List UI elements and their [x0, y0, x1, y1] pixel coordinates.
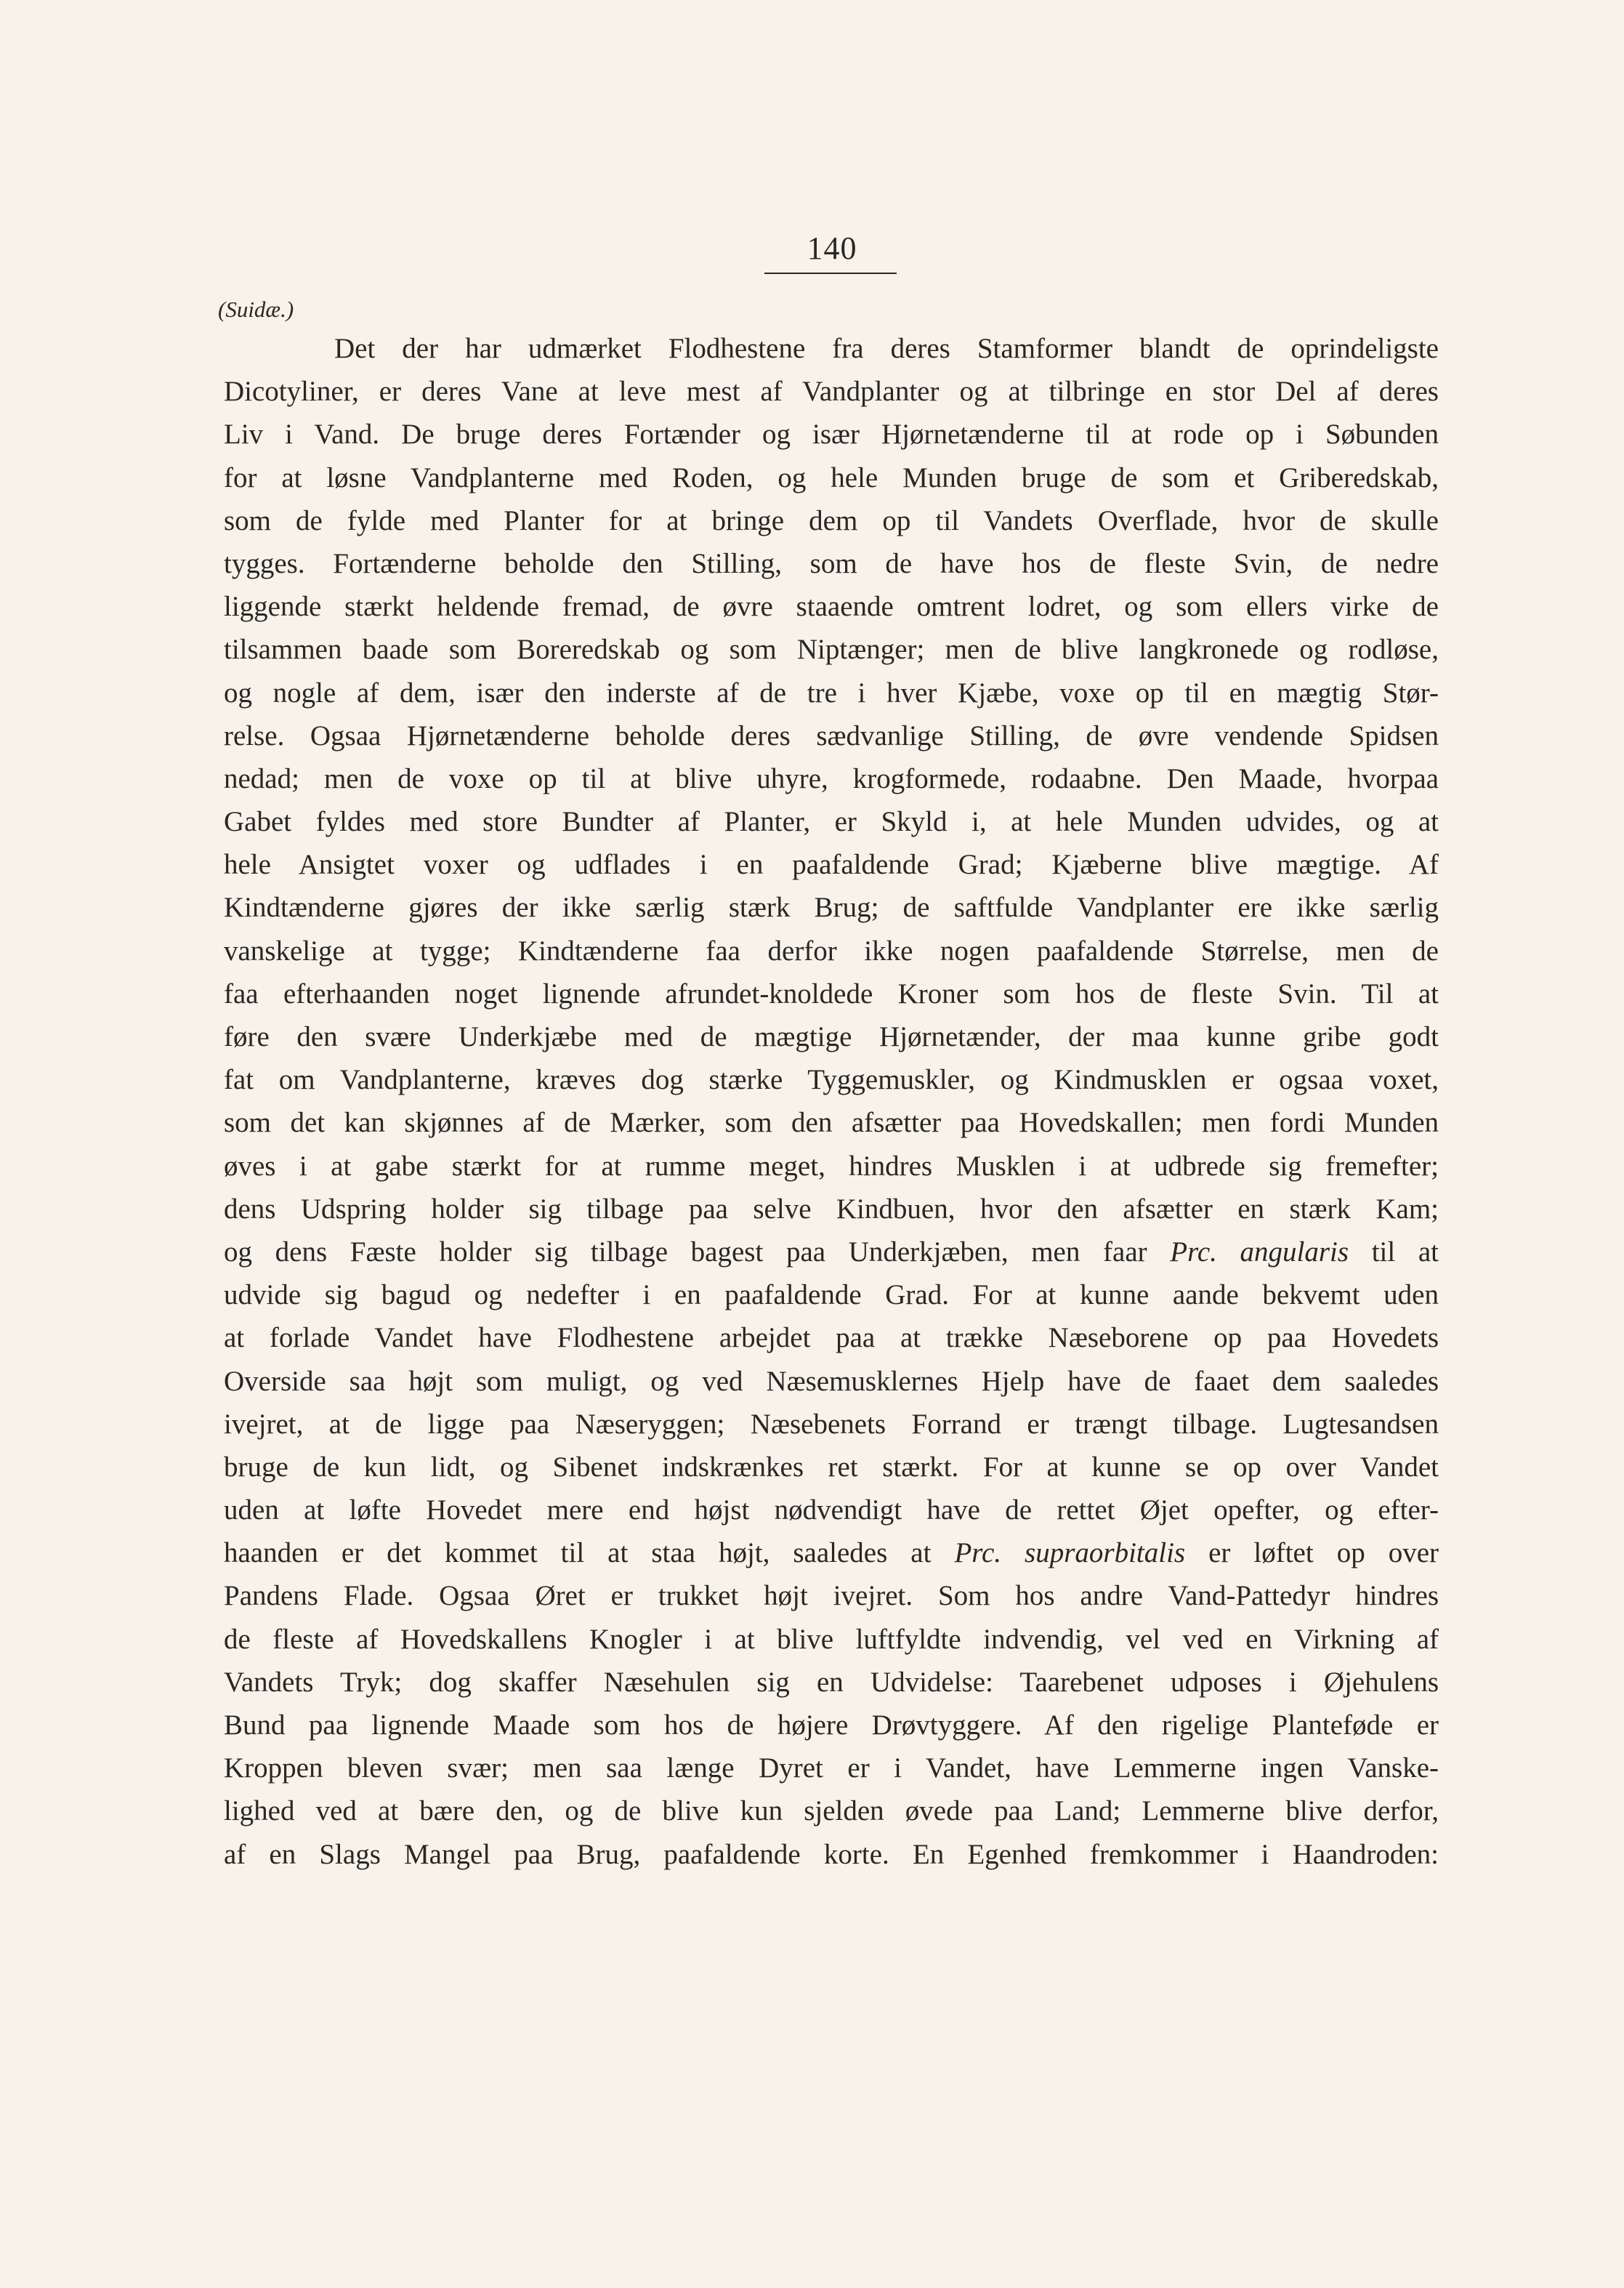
text-line: fat om Vandplanterne, kræves dog stærke Tyggemuskler, og Kindmusklen er ogsaa voxet,: [224, 1064, 1439, 1096]
text-line: de fleste af Hovedskallens Knogler i at blive luftfyldte indvendig, vel ved en Virkning af: [224, 1623, 1439, 1655]
text-line: Kindtænderne gjøres der ikke særlig stærk Brug; de saftfulde Vandplanter ere ikke særlig: [224, 892, 1439, 924]
text-line: Vandets Tryk; dog skaffer Næsehulen sig en Udvidelse: Taarebenet udposes i Øjehulens: [224, 1666, 1439, 1698]
text-line: Det der har udmærket Flodhestene fra deres Stamformer blandt de oprindeligste: [334, 333, 1439, 364]
text-line: tilsammen baade som Boreredskab og som Niptænger; men de blive langkronede og rodløse,: [224, 634, 1439, 666]
text-line: Kroppen bleven svær; men saa længe Dyret er i Vandet, have Lemmerne ingen Vanske-: [224, 1752, 1439, 1784]
page-number: 140: [807, 230, 857, 266]
body-text: [224, 327, 1439, 1876]
page-number-rule: [764, 273, 897, 274]
text-line: som det kan skjønnes af de Mærker, som den afsætter paa Hovedskallen; men fordi Munden: [224, 1107, 1439, 1139]
text-line: øves i at gabe stærkt for at rumme meget, hindres Musklen i at udbrede sig fremefter;: [224, 1150, 1439, 1182]
text-line: Bund paa lignende Maade som hos de højere Drøvtyggere. Af den rigelige Planteføde er: [224, 1709, 1439, 1741]
text-line: hele Ansigtet voxer og udflades i en paafaldende Grad; Kjæberne blive mægtige. Af: [224, 849, 1439, 881]
text-line: og dens Fæste holder sig tilbage bagest paa Underkjæben, men faar Prc. angularis til at: [224, 1236, 1439, 1268]
text-line: at forlade Vandet have Flodhestene arbejdet paa at trække Næseborene op paa Hovedets: [224, 1322, 1439, 1354]
text-line: Pandens Flade. Ogsaa Øret er trukket højt ivejret. Som hos andre Vand-Pattedyr hindres: [224, 1580, 1439, 1612]
text-line: Dicotyliner, er deres Vane at leve mest af Vandplanter og at tilbringe en stor Del af deres: [224, 376, 1439, 408]
text-line: udvide sig bagud og nedefter i en paafaldende Grad. For at kunne aande bekvemt uden: [224, 1279, 1439, 1311]
text-line: relse. Ogsaa Hjørnetænderne beholde deres sædvanlige Stilling, de øvre vendende Spidsen: [224, 720, 1439, 752]
text-line: Liv i Vand. De bruge deres Fortænder og især Hjørnetænderne til at rode op i Søbunden: [224, 419, 1439, 451]
italic-term: Prc. supraorbitalis: [954, 1537, 1186, 1569]
text-line: som de fylde med Planter for at bringe dem op til Vandets Overflade, hvor de skulle: [224, 504, 1439, 536]
text-line: Gabet fyldes med store Bundter af Planter, er Skyld i, at hele Munden udvides, og at: [224, 806, 1439, 838]
text-line: for at løsne Vandplanterne med Roden, og hele Munden bruge de som et Griberedskab,: [224, 462, 1439, 494]
text-line: lighed ved at bære den, og de blive kun sjelden øvede paa Land; Lemmerne blive derfor,: [224, 1795, 1439, 1827]
margin-note: (Suidæ.): [218, 297, 294, 322]
text-line: af en Slags Mangel paa Brug, paafaldende korte. En Egenhed fremkommer i Haandroden:: [224, 1838, 1439, 1870]
text-line: føre den svære Underkjæbe med de mægtige Hjørnetænder, der maa kunne gribe godt: [224, 1021, 1439, 1052]
text-line: vanskelige at tygge; Kindtænderne faa derfor ikke nogen paafaldende Størrelse, men de: [224, 935, 1439, 967]
text-line: faa efterhaanden noget lignende afrundet-knoldede Kroner som hos de fleste Svin. Til at: [224, 978, 1439, 1010]
text-line: haanden er det kommet til at staa højt, saaledes at Prc. supraorbitalis er løftet op over: [224, 1537, 1439, 1569]
text-line: liggende stærkt heldende fremad, de øvre staaende omtrent lodret, og som ellers virke de: [224, 591, 1439, 623]
text-line: nedad; men de voxe op til at blive uhyre, krogformede, rodaabne. Den Maade, hvorpaa: [224, 762, 1439, 794]
text-line: tygges. Fortænderne beholde den Stilling, som de have hos de fleste Svin, de nedre: [224, 547, 1439, 579]
text-line: Overside saa højt som muligt, og ved Næsemusklernes Hjelp have de faaet dem saaledes: [224, 1365, 1439, 1397]
text-line: dens Udspring holder sig tilbage paa selve Kindbuen, hvor den afsætter en stærk Kam;: [224, 1193, 1439, 1225]
text-line: bruge de kun lidt, og Sibenet indskrænkes ret stærkt. For at kunne se op over Vandet: [224, 1451, 1439, 1483]
text-line: ivejret, at de ligge paa Næseryggen; Næsebenets Forrand er trængt tilbage. Lugtesandsen: [224, 1408, 1439, 1440]
text-line: og nogle af dem, især den inderste af de tre i hver Kjæbe, voxe op til en mægtig Stør-: [224, 677, 1439, 709]
italic-term: Prc. angularis: [1170, 1236, 1349, 1268]
text-line: uden at løfte Hovedet mere end højst nødvendigt have de rettet Øjet opefter, og efter-: [224, 1494, 1439, 1526]
